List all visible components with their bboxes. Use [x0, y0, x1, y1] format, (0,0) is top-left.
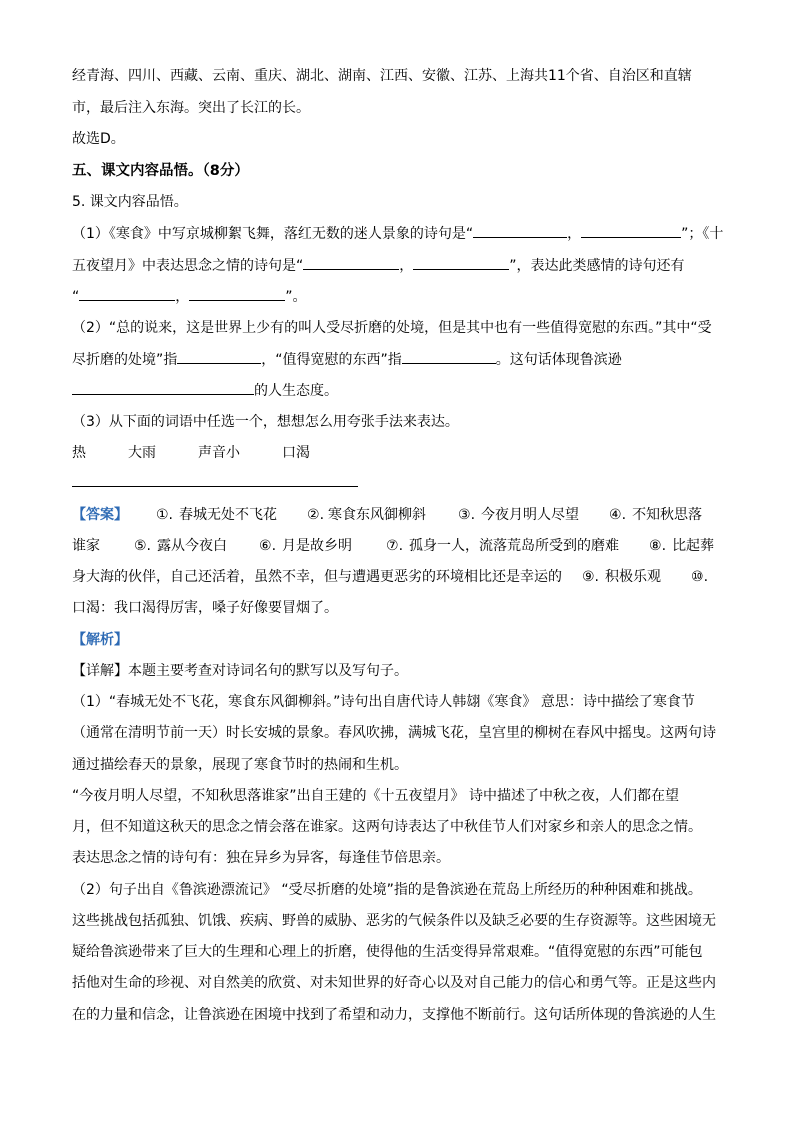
answer-label: 【答案】 — [72, 507, 128, 523]
word-choices — [72, 443, 372, 463]
answer-blank[interactable] — [79, 286, 175, 301]
analysis-line: 通过描绘春天的景象，展现了寒食节时的热闹和生机。 — [72, 757, 408, 773]
analysis-line: 月，但不知道这秋天的思念之情会落在谁家。这两句诗表达了中秋佳节人们对家乡和亲人的思念之情。 — [72, 819, 702, 835]
question-1-text-b: 五夜望月》中表达思念之情的诗句是“ — [72, 258, 304, 274]
analysis-line: （1）“春城无处不飞花，寒食东风御柳斜。”诗句出自唐代诗人韩翃《寒食》 意思：诗中描绘了寒食节 — [72, 694, 695, 710]
word-choice: 热 — [72, 445, 86, 461]
answer-text: 积极乐观 — [605, 569, 662, 585]
answer-text: 月是故乡明 — [282, 538, 353, 554]
word-choice: 口渴 — [282, 445, 310, 461]
answer-num: ③. — [458, 507, 476, 523]
comma: ， — [567, 226, 582, 242]
answer-blank[interactable] — [581, 223, 681, 238]
analysis-line: 【详解】本题主要考查对诗词名句的默写以及写句子。 — [72, 663, 408, 679]
intro-line-1: 经青海、四川、西藏、云南、重庆、湖北、湖南、江西、安徽、江苏、上海共11个省、自治区和直辖 — [72, 68, 692, 84]
question-1-line-a — [72, 223, 723, 244]
question-1-text-b-end: ”，表达此类感情的诗句还有 — [509, 258, 685, 274]
answer-num: ②. — [307, 507, 325, 523]
answer-num: ⑤. — [134, 538, 152, 554]
answer-text: 谁家 — [72, 538, 100, 554]
answer-blank[interactable] — [303, 255, 399, 270]
answer-num: ⑨. — [582, 569, 600, 585]
answer-blank[interactable] — [177, 349, 261, 364]
answer-num: ④. — [609, 507, 627, 523]
open-quote: “ — [72, 289, 80, 305]
question-title: 5. 课文内容品悟。 — [72, 194, 188, 210]
analysis-line: “今夜月明人尽望，不知秋思落谁家”出自王建的《十五夜望月》 诗中描述了中秋之夜，人们都在望 — [72, 788, 679, 804]
answer-line — [72, 486, 358, 487]
analysis-line: 疑给鲁滨逊带来了巨大的生理和心理上的折磨，使得他的生活变得异常艰难。“值得宽慰的东西”可能包 — [72, 944, 703, 960]
question-1-text-a: （1）《寒食》中写京城柳絮飞舞，落红无数的迷人景象的诗句是“ — [72, 226, 474, 242]
answer-text: 孤身一人，流落荒岛所受到的磨难 — [409, 538, 620, 554]
answer-num: ⑩. — [691, 569, 709, 585]
analysis-line: 这些挑战包括孤独、饥饿、疾病、野兽的威胁、恶劣的气候条件以及缺乏必要的生存资源等。这些困境无 — [72, 913, 716, 929]
analysis-line: （2）句子出自《鲁滨逊漂流记》 “受尽折磨的处境”指的是鲁滨逊在荒岛上所经历的种种困难和挑战。 — [72, 882, 702, 898]
question-1-line-b — [72, 255, 685, 276]
answer-num: ⑦. — [386, 538, 404, 554]
answer-text: 比起葬 — [672, 538, 715, 554]
answer-blank[interactable] — [72, 380, 254, 395]
answer-blank[interactable] — [413, 255, 509, 270]
answer-blank[interactable] — [473, 223, 567, 238]
question-2-text-b3: 。这句话体现鲁滨逊 — [495, 352, 622, 368]
question-2-text-b2: ，“值得宽慰的东西”指 — [261, 352, 402, 368]
question-2-line-b — [72, 349, 622, 370]
analysis-line: 在的力量和信念，让鲁滨逊在困境中找到了希望和动力，支撑他不断前行。这句话所体现的鲁滨逊的人生 — [72, 1007, 716, 1023]
answer-num: ⑧. — [649, 538, 667, 554]
analysis-line: 表达思念之情的诗句有：独在异乡为异客，每逢佳节倍思亲。 — [72, 850, 450, 866]
answer-text: 不知秋思落 — [632, 507, 703, 523]
question-2-text-b1: 尽折磨的处境”指 — [72, 352, 178, 368]
answer-text: 春城无处不飞花 — [179, 507, 278, 523]
intro-line-3: 故选D。 — [72, 131, 125, 147]
section-title: 五、课文内容品悟。（8分） — [72, 163, 249, 179]
question-2-line-a: （2）“总的说来，这是世界上少有的叫人受尽折磨的处境，但是其中也有一些值得宽慰的东西。”其中“受 — [72, 320, 712, 336]
intro-line-2: 市，最后注入东海。突出了长江的长。 — [72, 100, 310, 116]
answer-num: ①. — [156, 507, 174, 523]
question-1-text-a-end: ”；《十 — [681, 226, 724, 242]
question-2-line-c — [72, 380, 338, 401]
comma: ， — [399, 258, 414, 274]
analysis-label: 【解析】 — [72, 632, 128, 648]
answer-text: 身大海的伙伴，自己还活着，虽然不幸，但与遭遇更恶劣的环境相比还是幸运的 — [72, 569, 562, 585]
answer-line-3 — [72, 567, 708, 587]
analysis-line: 括他对生命的珍视、对自然美的欣赏、对未知世界的好奇心以及对自己能力的信心和勇气等。正是这些内 — [72, 975, 716, 991]
answer-line-4: 口渴：我口渴得厉害，嗓子好像要冒烟了。 — [72, 600, 338, 616]
question-2-text-c: 的人生态度。 — [254, 383, 338, 399]
question-1-line-c — [72, 286, 307, 307]
word-choice: 大雨 — [128, 445, 156, 461]
answer-text: 露从今夜白 — [157, 538, 228, 554]
answer-num: ⑥. — [259, 538, 277, 554]
answer-text: 寒食东风御柳斜 — [328, 507, 427, 523]
word-choice: 声音小 — [198, 445, 240, 461]
close-quote: ”。 — [285, 289, 307, 305]
analysis-line: （通常在清明节前一天）时长安城的景象。春风吹拂，满城飞花，皇宫里的柳树在春风中摇曳。这两句诗 — [72, 725, 716, 741]
question-3-line: （3）从下面的词语中任选一个，想想怎么用夸张手法来表达。 — [72, 414, 459, 430]
answer-blank[interactable] — [189, 286, 285, 301]
comma: ， — [175, 289, 190, 305]
answer-text: 今夜月明人尽望 — [481, 507, 580, 523]
answer-blank[interactable] — [402, 349, 496, 364]
answer-line-2 — [72, 536, 714, 556]
answer-line-1 — [72, 505, 702, 525]
